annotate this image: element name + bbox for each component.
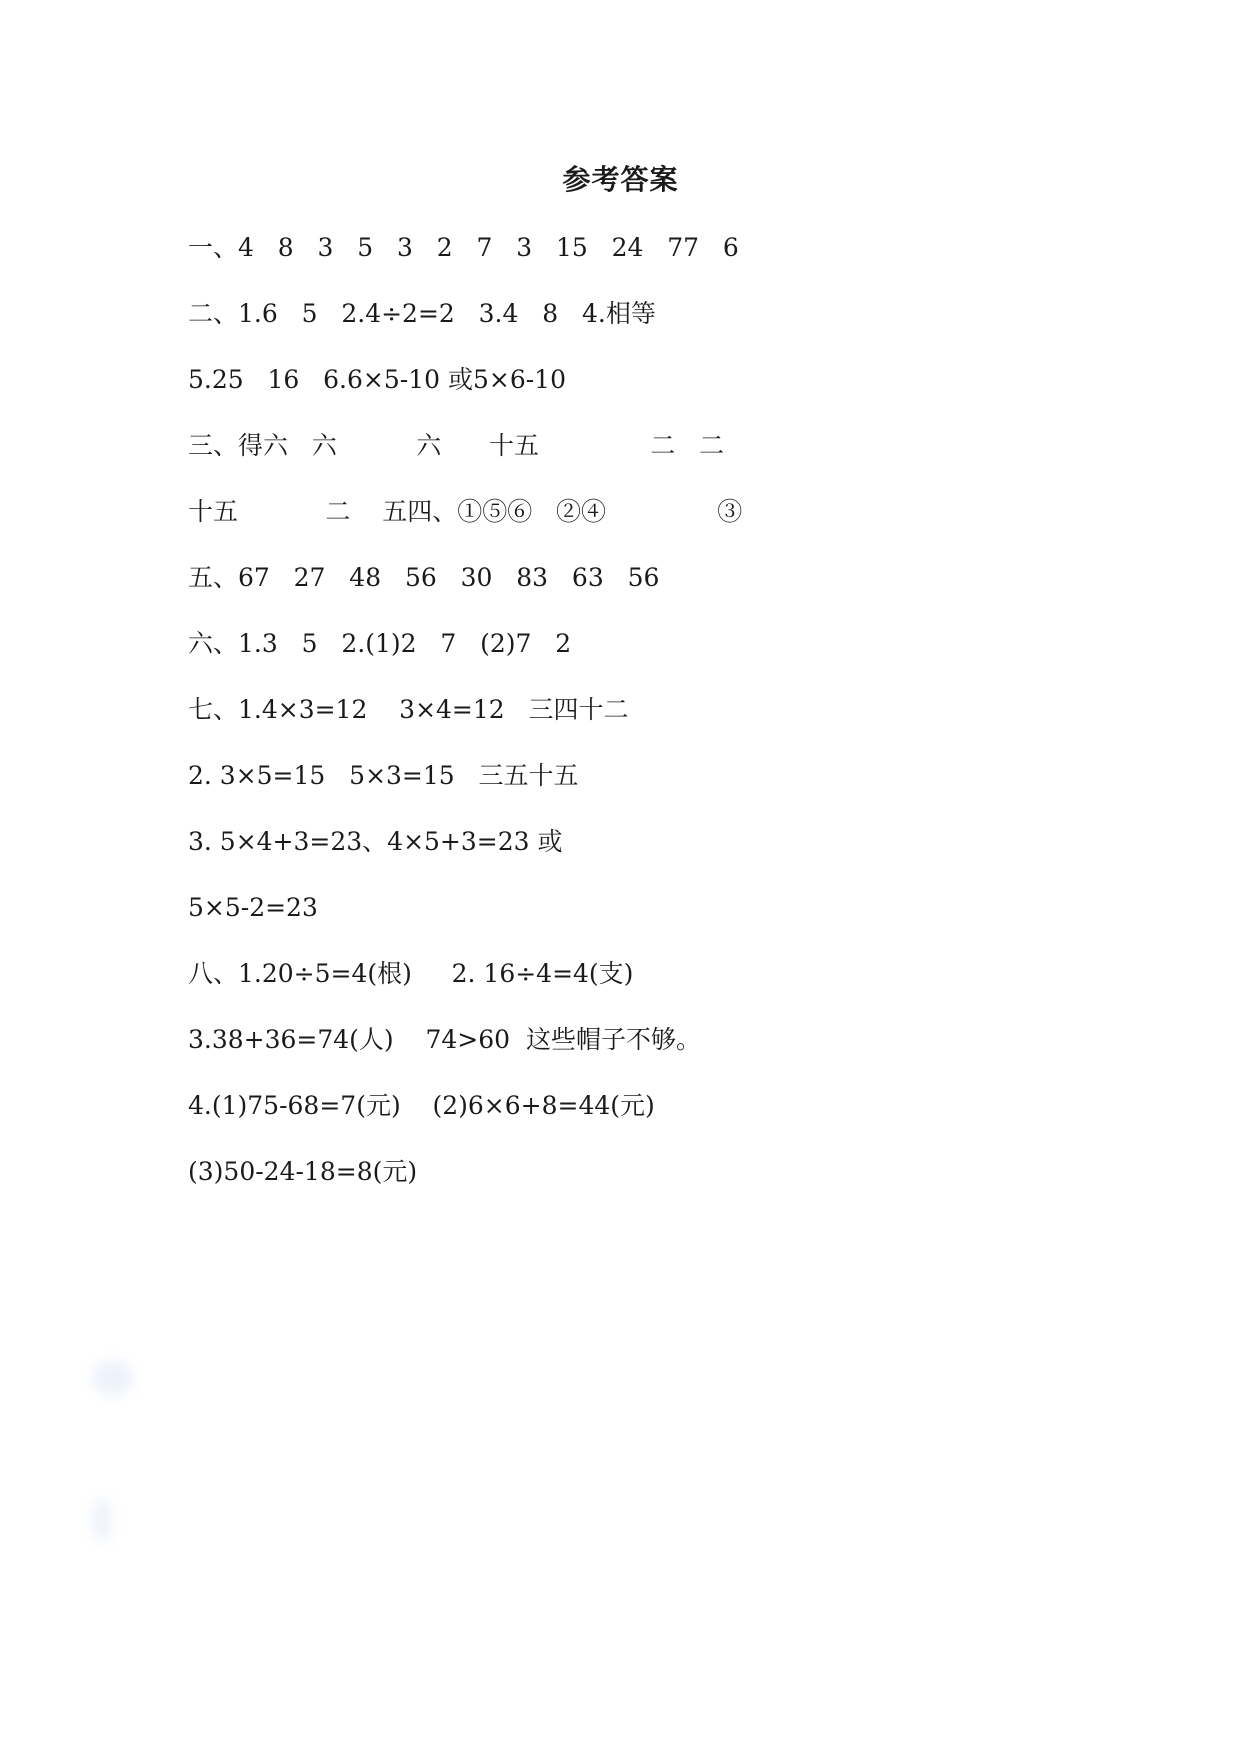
answer-line-8: 七、1.4×3=12 3×4=12 三四十二 bbox=[188, 695, 629, 724]
answer-line-11: 5×5-2=23 bbox=[188, 893, 318, 922]
scan-smudge-lower bbox=[92, 1498, 112, 1542]
answer-line-10: 3. 5×4+3=23、4×5+3=23 或 bbox=[188, 827, 563, 856]
page-title: 参考答案 bbox=[562, 163, 679, 196]
answer-line-1: 一、4 8 3 5 3 2 7 3 15 24 77 6 bbox=[188, 233, 739, 262]
answer-line-3: 5.25 16 6.6×5-10 或5×6-10 bbox=[188, 365, 566, 394]
answer-line-7: 六、1.3 5 2.(1)2 7 (2)7 2 bbox=[188, 629, 572, 658]
answer-line-5: 十五 二 五四、①⑤⑥ ②④ ③ bbox=[188, 497, 743, 526]
answer-line-6: 五、67 27 48 56 30 83 63 56 bbox=[188, 563, 660, 592]
answer-list bbox=[188, 228, 1188, 1218]
answer-line-9: 2. 3×5=15 5×3=15 三五十五 bbox=[188, 761, 579, 790]
answer-line-15: (3)50-24-18=8(元) bbox=[188, 1157, 418, 1186]
answer-line-13: 3.38+36=74(人) 74>60 这些帽子不够。 bbox=[188, 1025, 701, 1054]
answer-line-12: 八、1.20÷5=4(根) 2. 16÷4=4(支) bbox=[188, 959, 634, 988]
answer-line-2: 二、1.6 5 2.4÷2=2 3.4 8 4.相等 bbox=[188, 299, 656, 328]
answer-line-4: 三、得六 六 六 十五 二 二 bbox=[188, 431, 725, 460]
scan-smudge-upper bbox=[92, 1360, 134, 1396]
answer-line-14: 4.(1)75-68=7(元) (2)6×6+8=44(元) bbox=[188, 1091, 655, 1120]
